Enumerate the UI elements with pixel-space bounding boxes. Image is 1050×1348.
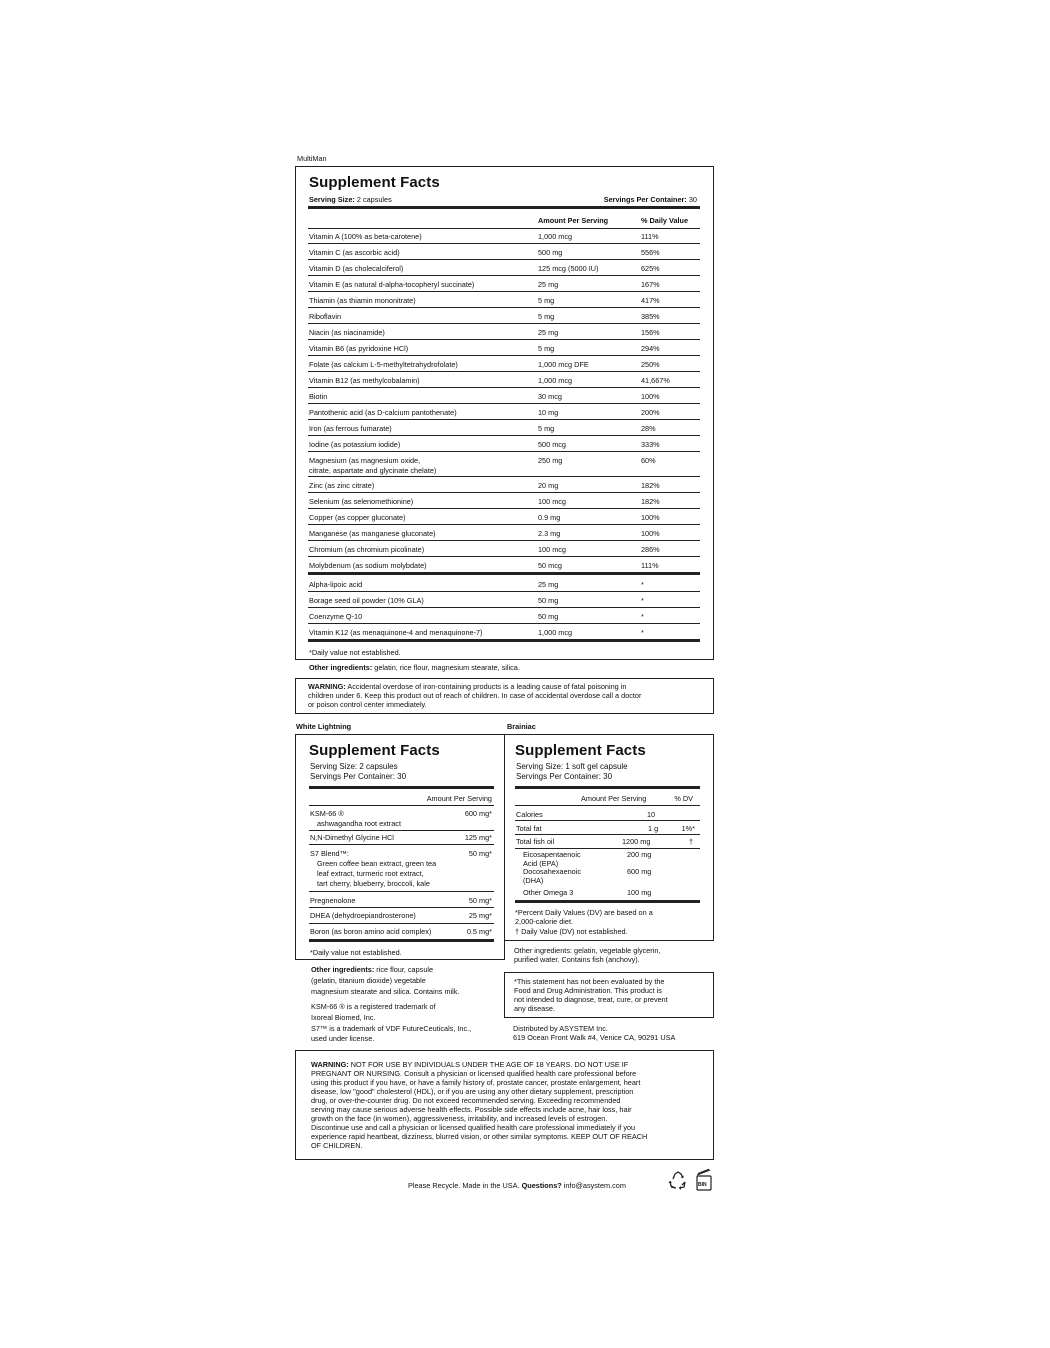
wl-trademark-s7: S7™ is a trademark of VDF FutureCeuticals, Inc., used under license. [311,1024,472,1043]
nutrient-name: Folate (as calcium L-5-methyltetrahydrofolate) [309,360,458,369]
br-footnote-dv: *Percent Daily Values (DV) are based on a 2,000-calorie diet. [515,908,653,926]
divider [308,540,700,541]
nutrient-dv: 286% [641,545,660,554]
nutrient-amount: 5 mg [538,344,555,353]
nutrient-amount: 5 mg [538,424,555,433]
footer-text: Please Recycle. Made in the USA. Questions? info@asystem.com [408,1181,626,1190]
br-fish-value: 1200 mg [622,837,651,846]
nutrient-name: Coenzyme Q-10 [309,612,363,621]
nutrient-name: Zinc (as zinc citrate) [309,481,375,490]
nutrient-name: Biotin [309,392,328,401]
br-servings: Servings Per Container: 30 [516,772,613,781]
warning-line: PREGNANT OR NURSING. Consult a physician or licensed qualified health care professional before [311,1069,637,1078]
multiman-servings: Servings Per Container: 30 [603,195,697,204]
wl-dhea-amount: 25 mg* [468,911,492,920]
bin-label: BIN [698,1182,707,1188]
divider [515,820,700,821]
br-omega-value: 100 mg [627,888,652,897]
divider [308,591,700,592]
divider [308,403,700,404]
divider [308,419,700,420]
wl-title: Supplement Facts [309,742,440,759]
nutrient-amount: 1,000 mcg [538,232,573,241]
nutrient-amount: 0.9 mg [538,513,561,522]
multiman-title: Supplement Facts [309,174,440,191]
nutrient-amount: 5 mg [538,312,555,321]
nutrient-amount: 25 mg [538,580,559,589]
divider [308,243,700,244]
warning-line: drug, or over-the-counter drug. Do not exceed recommended serving. Exceeding recommended [311,1096,621,1105]
nutrient-name: Vitamin B6 (as pyridoxine HCl) [309,344,409,353]
nutrient-dv: 111% [641,232,659,241]
nutrient-name: Vitamin E (as natural d-alpha-tocopheryl succinate) [309,280,475,289]
divider [309,830,494,831]
nutrient-dv: 28% [641,424,656,433]
nutrient-name: Magnesium (as magnesium oxide, [309,456,421,465]
br-other-ingredients: Other ingredients: gelatin, vegetable glycerin, purified water. Contains fish (anchovy). [514,946,661,964]
nutrient-dv: * [641,612,644,621]
divider [515,805,700,806]
divider [515,900,700,903]
divider [309,786,494,789]
divider [308,228,700,229]
nutrient-dv: 200% [641,408,660,417]
wl-dmg-name: N,N-Dimethyl Glycine HCl [310,833,394,842]
warning-box [295,1050,714,1160]
product-label-white-lightning: White Lightning [296,722,352,731]
nutrient-amount: 100 mcg [538,545,566,554]
nutrient-amount: 5 mg [538,296,555,305]
wl-servings: Servings Per Container: 30 [310,772,407,781]
warning-line: serving may cause serious adverse health effects. Possible side effects include acne, hair loss, hair [311,1105,632,1114]
br-title: Supplement Facts [515,742,646,759]
nutrient-name: Thiamin (as thiamin mononitrate) [309,296,416,305]
divider [308,607,700,608]
nutrient-amount: 25 mg [538,280,559,289]
nutrient-dv: 156% [641,328,660,337]
recycle-icon [667,1170,689,1192]
warning-text [311,1060,647,1150]
divider [309,939,494,942]
product-label-multiman: MultiMan [297,154,327,163]
wl-trademark-ksm: KSM-66 ® is a registered trademark of Ixoreal Biomed, Inc. [311,1002,436,1022]
nutrient-name: Pantothenic acid (as D-calcium pantothenate) [309,408,457,417]
nutrient-amount: 2.3 mg [538,529,561,538]
nutrient-amount: 100 mcg [538,497,566,506]
divider [309,891,494,892]
white-lightning-supplement-facts [295,734,505,960]
warning-line: experience rapid heartbeat, dizziness, blurred vision, or other similar symptoms. KEEP OUT OF REACH [311,1132,648,1141]
warning-line: disease, low "good" cholesterol (HDL), or if you are using any other dietary supplement, prescription [311,1087,634,1096]
br-epa-value: 200 mg [627,850,652,859]
multiman-footnote: *Daily value not established. [309,648,401,657]
nutrient-name: Vitamin D (as cholecalciferol) [309,264,404,273]
nutrient-name: Copper (as copper gluconate) [309,513,406,522]
br-omega-label: Other Omega 3 [523,888,574,897]
nutrient-amount: 125 mcg (5000 IU) [538,264,599,273]
brainiac-supplement-facts [504,734,714,941]
nutrient-dv: 100% [641,513,660,522]
nutrient-amount: 25 mg [538,328,559,337]
divider [308,435,700,436]
multiman-warning-text: WARNING: Accidental overdose of iron-containing products is a leading cause of fatal poisoning in children under 6. Keep this product out of reach of children. In case of accidental overdose call a doctor or poison control center immediately. [308,682,642,709]
nutrient-dv: * [641,628,644,637]
col-dv-header: % Daily Value [641,216,689,225]
br-calories-value: 10 [647,810,656,819]
br-serving-size: Serving Size: 1 soft gel capsule [516,762,628,771]
wl-ksm-sub: ashwagandha root extract [317,819,401,828]
nutrient-dv: * [641,596,644,605]
br-fish-label: Total fish oil [516,837,555,846]
br-col-amount: Amount Per Serving [581,794,647,803]
divider [309,923,494,924]
warning-line: using this product if you have, or have a family history of, prostate cancer, prostate enlargement, heart [311,1078,641,1087]
nutrient-dv: 182% [641,497,660,506]
nutrient-name: Vitamin A (100% as beta-carotene) [309,232,422,241]
divider [308,451,700,452]
nutrient-amount: 1,000 mcg [538,376,573,385]
divider [515,848,700,849]
divider [308,387,700,388]
nutrient-dv: 182% [641,481,660,490]
nutrient-dv: 625% [641,264,660,273]
nutrient-amount: 1,000 mcg [538,628,573,637]
nutrient-name: Vitamin B12 (as methylcobalamin) [309,376,420,385]
divider [308,339,700,340]
nutrient-dv: 60% [641,456,656,465]
divider [308,492,700,493]
br-distributed-by: Distributed by ASYSTEM Inc. 619 Ocean Front Walk #4, Venice CA, 90291 USA [513,1024,676,1042]
warning-line: Discontinue use and call a physician or licensed qualified health care professional immediately if you [311,1123,636,1132]
nutrient-dv: 556% [641,248,660,257]
nutrient-amount: 50 mg [538,596,559,605]
nutrient-dv: 100% [641,529,660,538]
divider [308,524,700,525]
nutrient-name: Vitamin K12 (as menaquinone-4 and menaquinone-7) [309,628,483,637]
nutrient-name: Niacin (as niacinamide) [309,328,385,337]
wl-s7-sub1: Green coffee bean extract, green tea [317,859,437,868]
bin-icon [694,1168,714,1192]
wl-s7-sub2: leaf extract, turmeric root extract, [317,869,424,878]
nutrient-amount: 30 mcg [538,392,562,401]
nutrient-name: Selenium (as selenomethionine) [309,497,414,506]
br-fish-dv: † [688,837,693,846]
col-amount-header: Amount Per Serving [538,216,609,225]
nutrient-dv: 100% [641,392,660,401]
br-epa-label: Eicosapentaenoic Acid (EPA) [523,850,581,868]
br-calories-label: Calories [516,810,543,819]
divider [308,355,700,356]
wl-s7-amount: 50 mg* [468,849,492,858]
divider [308,476,700,477]
br-fda-statement: *This statement has not been evaluated by the Food and Drug Administration. This product is not intended to diagnose, treat, cure, or prevent any disease. [514,977,668,1013]
wl-preg-amount: 50 mg* [468,896,492,905]
wl-boron-amount: 0.5 mg* [466,927,492,936]
divider [308,639,700,642]
divider [308,275,700,276]
nutrient-amount: 1,000 mcg DFE [538,360,589,369]
wl-serving-size: Serving Size: 2 capsules [310,762,398,771]
product-label-brainiac: Brainiac [507,722,536,731]
divider [308,291,700,292]
nutrient-dv: 333% [641,440,660,449]
nutrient-name: Iodine (as potassium iodide) [309,440,401,449]
nutrient-dv: 385% [641,312,660,321]
wl-ksm-name: KSM-66 ® [310,809,344,818]
nutrient-amount: 500 mcg [538,440,566,449]
nutrient-name: Vitamin C (as ascorbic acid) [309,248,400,257]
divider [308,572,700,575]
divider [309,844,494,845]
divider [308,623,700,624]
nutrient-name: Riboflavin [309,312,342,321]
warning-line: WARNING: NOT FOR USE BY INDIVIDUALS UNDER THE AGE OF 18 YEARS. DO NOT USE IF [311,1060,629,1069]
wl-dmg-amount: 125 mg* [464,833,492,842]
wl-other-ingredients: Other ingredients: rice flour, capsule (gelatin, titanium dioxide) vegetable magnesium stearate and silica. Contains milk. [311,965,460,996]
br-footnote-not-established: † Daily Value (DV) not established. [515,927,628,936]
divider [308,508,700,509]
divider [308,323,700,324]
wl-boron-name: Boron (as boron amino acid complex) [310,927,432,936]
multiman-supplement-facts [295,166,714,660]
divider [308,206,700,209]
divider [308,556,700,557]
divider [309,907,494,908]
nutrient-name: Manganese (as manganese gluconate) [309,529,436,538]
br-fat-dv: 1%* [681,824,695,833]
wl-footnote: *Daily value not established. [310,948,402,957]
nutrient-dv: 417% [641,296,660,305]
divider [515,834,700,835]
divider [309,805,494,806]
multiman-warning-box [295,678,714,714]
nutrient-dv: 41,667% [641,376,670,385]
br-fat-value: 1 g [648,824,659,833]
wl-ksm-amount: 600 mg* [464,809,492,818]
wl-s7-sub3: tart cherry, blueberry, broccoli, kale [317,879,430,888]
divider [515,786,700,789]
nutrient-amount: 20 mg [538,481,559,490]
nutrient-name-cont: citrate, aspartate and glycinate chelate) [309,466,437,475]
wl-dhea-name: DHEA (dehydroepiandrosterone) [310,911,416,920]
nutrient-amount: 50 mcg [538,561,562,570]
divider [308,307,700,308]
br-fda-statement-box [504,972,714,1018]
nutrient-amount: 500 mg [538,248,563,257]
nutrient-name: Chromium (as chromium picolinate) [309,545,425,554]
nutrient-dv: 250% [641,360,660,369]
wl-s7-name: S7 Blend™: [310,849,349,858]
multiman-other-ingredients: Other ingredients: gelatin, rice flour, magnesium stearate, silica. [309,663,520,672]
nutrient-amount: 50 mg [538,612,559,621]
nutrient-dv: 167% [641,280,660,289]
nutrient-dv: 294% [641,344,660,353]
divider [308,259,700,260]
nutrient-dv: * [641,580,644,589]
multiman-serving-size: Serving Size: 2 capsules [309,195,392,204]
br-dha-label: Docosahexaenoic (DHA) [523,867,582,885]
multiman-rows [309,232,700,657]
nutrient-name: Borage seed oil powder (10% GLA) [309,596,424,605]
nutrient-name: Alpha-lipoic acid [309,580,363,589]
nutrient-dv: 111% [641,561,659,570]
warning-line: OF CHILDREN. [311,1141,363,1150]
nutrient-name: Molybdenum (as sodium molybdate) [309,561,427,570]
wl-col-amount: Amount Per Serving [426,794,492,803]
nutrient-name: Iron (as ferrous fumarate) [309,424,392,433]
nutrient-amount: 250 mg [538,456,563,465]
br-col-dv: % DV [674,794,693,803]
divider [308,371,700,372]
br-dha-value: 600 mg [627,867,652,876]
br-fat-label: Total fat [516,824,542,833]
warning-line: growth on the face (in women), aggressiveness, irritability, and increased levels of estrogen. [311,1114,608,1123]
wl-preg-name: Pregnenolone [310,896,356,905]
nutrient-amount: 10 mg [538,408,559,417]
